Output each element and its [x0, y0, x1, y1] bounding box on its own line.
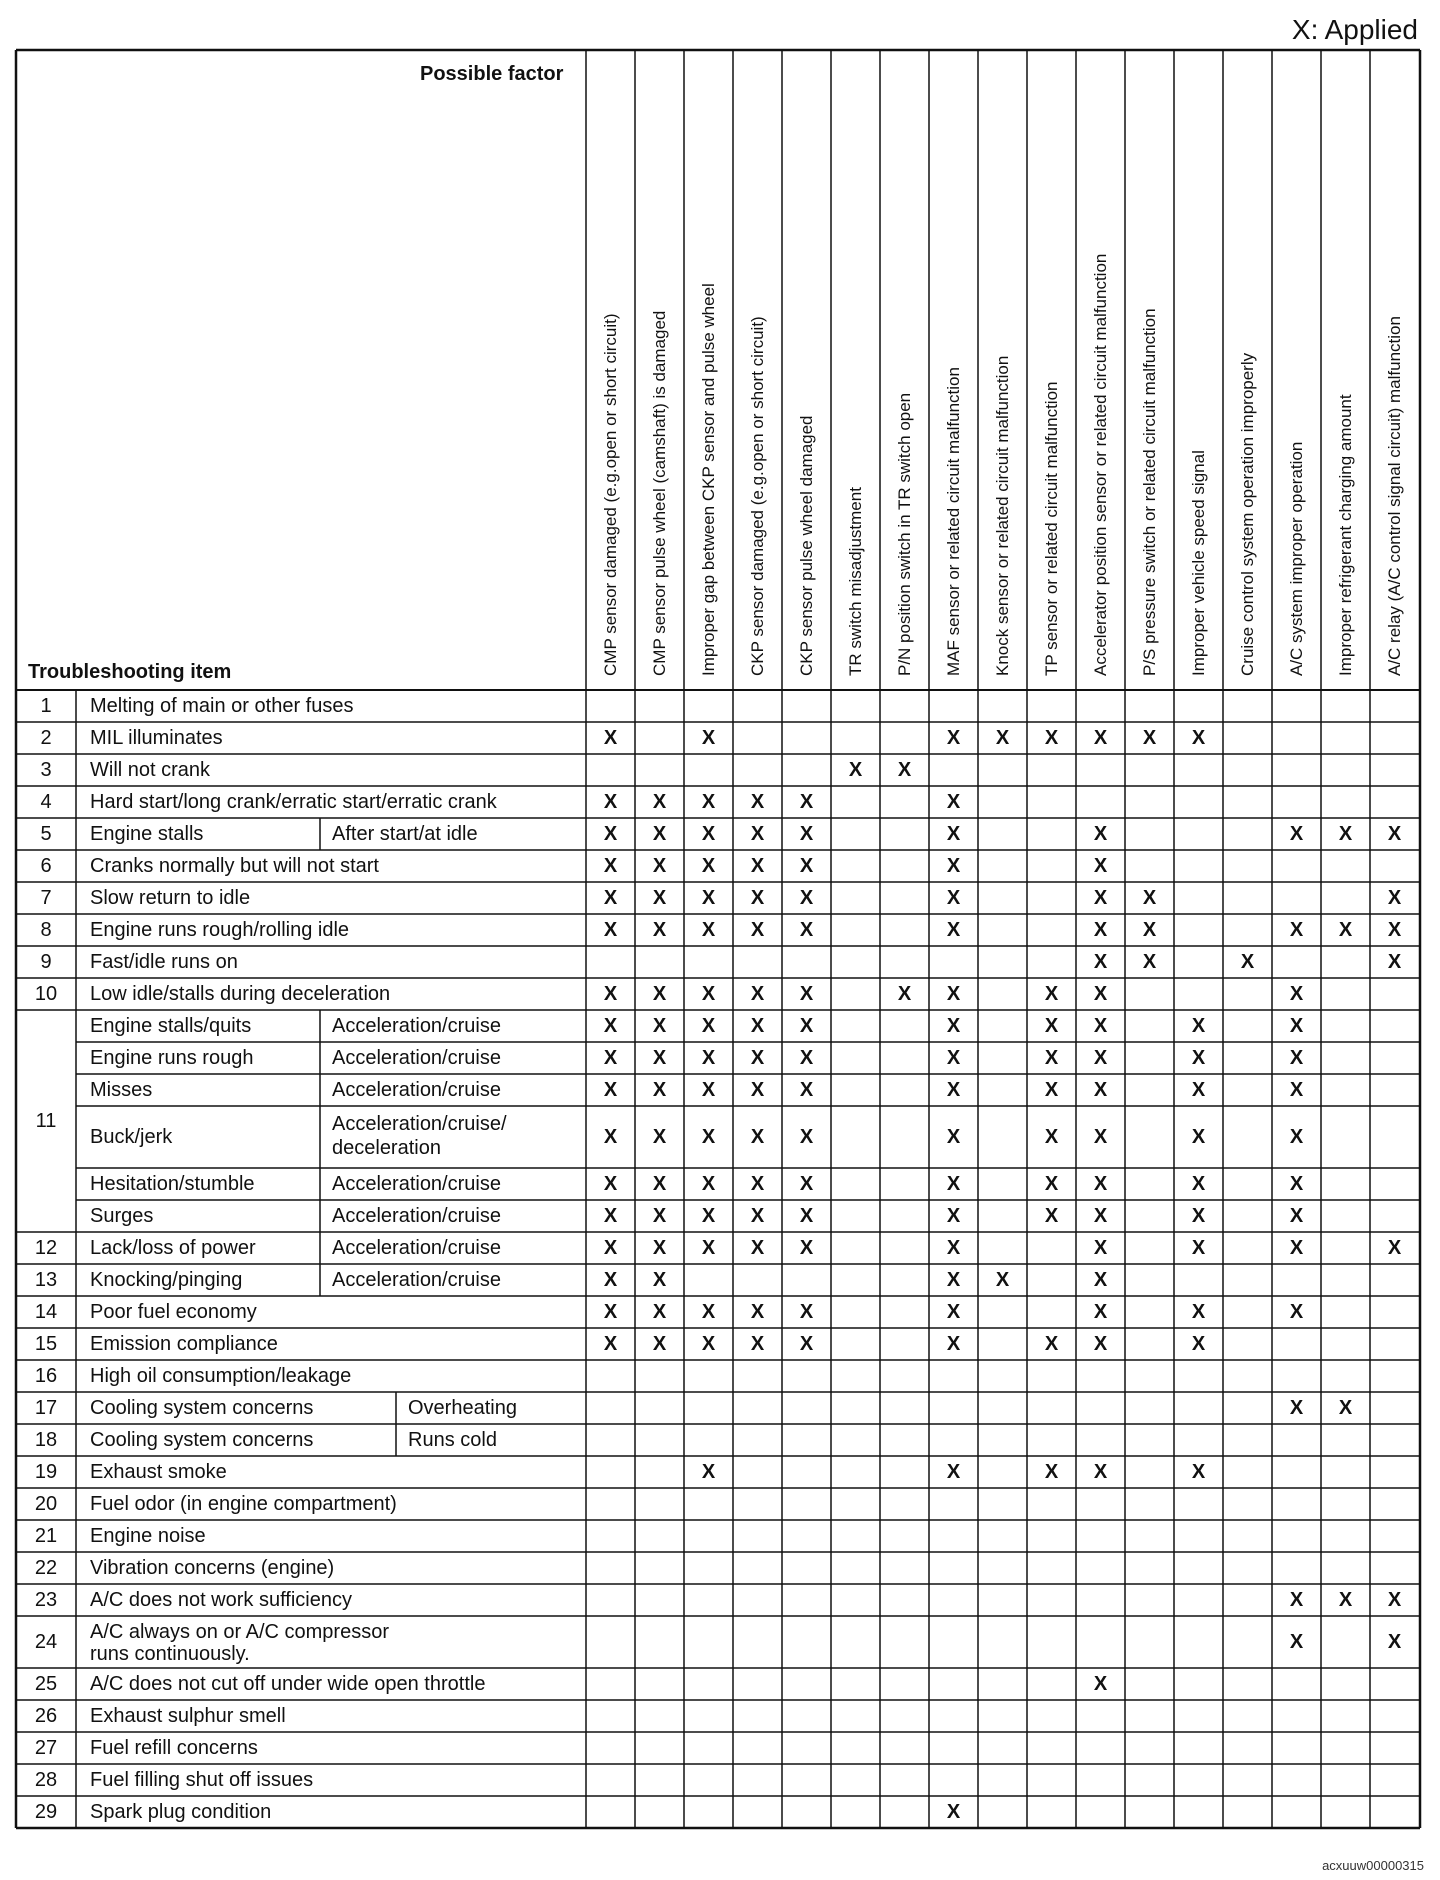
applied-mark: X: [1093, 1079, 1108, 1101]
applied-mark: X: [1289, 919, 1304, 941]
applied-mark: X: [946, 727, 961, 749]
applied-mark: X: [1387, 951, 1402, 973]
applied-mark: X: [701, 983, 716, 1005]
applied-mark: X: [799, 1333, 814, 1355]
applied-mark: X: [1289, 1015, 1304, 1037]
applied-mark: X: [1289, 1205, 1304, 1227]
applied-mark: X: [701, 823, 716, 845]
applied-mark: X: [946, 1801, 961, 1823]
row-number: 13: [34, 1269, 58, 1291]
applied-mark: X: [1142, 727, 1157, 749]
applied-mark: X: [995, 1269, 1010, 1291]
row-condition: Acceleration/cruise: [332, 1205, 501, 1227]
applied-mark: X: [750, 1079, 765, 1101]
row-item: Engine stalls: [90, 823, 204, 845]
row-item: Fuel odor (in engine compartment): [90, 1493, 397, 1515]
applied-mark: X: [750, 1333, 765, 1355]
applied-mark: X: [1289, 1237, 1304, 1259]
applied-mark: X: [652, 855, 667, 877]
applied-mark: X: [946, 1047, 961, 1069]
factor-header: MAF sensor or related circuit malfunction: [944, 367, 963, 676]
applied-mark: X: [1093, 855, 1108, 877]
row-number: 16: [34, 1365, 58, 1387]
applied-mark: X: [652, 1126, 667, 1148]
row-item: MIL illuminates: [90, 727, 223, 749]
applied-mark: X: [750, 1047, 765, 1069]
row-number: 19: [34, 1461, 58, 1483]
applied-mark: X: [701, 791, 716, 813]
applied-mark: X: [603, 727, 618, 749]
applied-mark: X: [603, 1126, 618, 1148]
applied-mark: X: [701, 1237, 716, 1259]
applied-mark: X: [799, 823, 814, 845]
applied-mark: X: [799, 1015, 814, 1037]
applied-mark: X: [652, 1047, 667, 1069]
applied-mark: X: [946, 1461, 961, 1483]
applied-mark: X: [1387, 1589, 1402, 1611]
row-number: 1: [40, 695, 52, 717]
applied-mark: X: [848, 759, 863, 781]
applied-mark: X: [1387, 919, 1402, 941]
row-item: Slow return to idle: [90, 887, 251, 909]
row-number: 17: [34, 1397, 58, 1419]
applied-mark: X: [1044, 1205, 1059, 1227]
applied-mark: X: [1338, 1589, 1353, 1611]
applied-mark: X: [750, 855, 765, 877]
applied-mark: X: [799, 1237, 814, 1259]
factor-header: P/S pressure switch or related circuit malfunction: [1140, 308, 1159, 676]
row-item: Fast/idle runs on: [90, 951, 238, 973]
document-id: acxuuw00000315: [1322, 1858, 1424, 1873]
applied-mark: X: [1191, 1126, 1206, 1148]
applied-mark: X: [1289, 1397, 1304, 1419]
applied-mark: X: [1142, 887, 1157, 909]
applied-mark: X: [603, 1301, 618, 1323]
legend: X: Applied: [1291, 14, 1418, 45]
row-number: 20: [34, 1493, 58, 1515]
applied-mark: X: [603, 791, 618, 813]
applied-mark: X: [1191, 1301, 1206, 1323]
applied-mark: X: [701, 1461, 716, 1483]
applied-mark: X: [946, 1015, 961, 1037]
applied-mark: X: [603, 983, 618, 1005]
applied-mark: X: [652, 887, 667, 909]
row-condition: Acceleration/cruise: [332, 1237, 501, 1259]
applied-mark: X: [1044, 983, 1059, 1005]
applied-mark: X: [750, 1237, 765, 1259]
applied-mark: X: [750, 1173, 765, 1195]
row-number: 11: [35, 1110, 57, 1132]
factor-header: Cruise control system operation improperly: [1238, 352, 1257, 676]
applied-mark: X: [1093, 1301, 1108, 1323]
applied-mark: X: [1191, 1173, 1206, 1195]
applied-mark: X: [701, 855, 716, 877]
row-condition: Acceleration/cruise: [332, 1047, 501, 1069]
row-item: Exhaust smoke: [90, 1461, 227, 1483]
row-condition: Acceleration/cruise/: [332, 1113, 507, 1135]
applied-mark: X: [995, 727, 1010, 749]
applied-mark: X: [946, 823, 961, 845]
applied-mark: X: [799, 1301, 814, 1323]
row-number: 5: [40, 823, 52, 845]
applied-mark: X: [701, 1126, 716, 1148]
applied-mark: X: [603, 855, 618, 877]
applied-mark: X: [750, 791, 765, 813]
row-number: 14: [34, 1301, 58, 1323]
applied-mark: X: [701, 919, 716, 941]
applied-mark: X: [799, 983, 814, 1005]
applied-mark: X: [946, 1126, 961, 1148]
applied-mark: X: [603, 1015, 618, 1037]
row-number: 9: [40, 951, 52, 973]
applied-mark: X: [1044, 727, 1059, 749]
applied-mark: X: [652, 983, 667, 1005]
applied-mark: X: [946, 791, 961, 813]
applied-mark: X: [750, 1126, 765, 1148]
applied-mark: X: [701, 1205, 716, 1227]
row-item: Emission compliance: [90, 1333, 278, 1355]
row-condition: Acceleration/cruise: [332, 1173, 501, 1195]
applied-mark: X: [652, 1079, 667, 1101]
applied-mark: X: [1289, 1173, 1304, 1195]
applied-mark: X: [1289, 1047, 1304, 1069]
applied-mark: X: [603, 1079, 618, 1101]
applied-mark: X: [799, 1126, 814, 1148]
possible-factor-label: Possible factor: [420, 63, 564, 85]
row-number: 15: [34, 1333, 58, 1355]
applied-mark: X: [1289, 983, 1304, 1005]
applied-mark: X: [701, 1301, 716, 1323]
applied-mark: X: [652, 823, 667, 845]
applied-mark: X: [701, 1333, 716, 1355]
applied-mark: X: [1093, 1673, 1108, 1695]
applied-mark: X: [1289, 1589, 1304, 1611]
applied-mark: X: [652, 791, 667, 813]
applied-mark: X: [1191, 1461, 1206, 1483]
applied-mark: X: [946, 1269, 961, 1291]
row-item: Misses: [90, 1079, 153, 1101]
applied-mark: X: [946, 1205, 961, 1227]
row-item: Melting of main or other fuses: [90, 695, 354, 717]
row-item: Buck/jerk: [90, 1126, 173, 1148]
applied-mark: X: [1044, 1126, 1059, 1148]
applied-mark: X: [701, 1015, 716, 1037]
applied-mark: X: [1387, 1631, 1402, 1653]
applied-mark: X: [1093, 1205, 1108, 1227]
row-item: A/C does not cut off under wide open throttle: [90, 1673, 486, 1695]
applied-mark: X: [1093, 1015, 1108, 1037]
applied-mark: X: [946, 1237, 961, 1259]
row-number: 27: [34, 1737, 58, 1759]
applied-mark: X: [1093, 1333, 1108, 1355]
factor-header: TR switch misadjustment: [846, 487, 865, 676]
applied-mark: X: [1289, 1631, 1304, 1653]
applied-mark: X: [603, 887, 618, 909]
row-item: Knocking/pinging: [90, 1269, 243, 1291]
row-item: Hard start/long crank/erratic start/erratic crank: [90, 791, 497, 813]
row-item: Engine runs rough: [90, 1047, 254, 1069]
row-number: 25: [34, 1673, 58, 1695]
applied-mark: X: [1093, 727, 1108, 749]
applied-mark: X: [946, 855, 961, 877]
row-item: Hesitation/stumble: [90, 1173, 255, 1195]
row-item: Exhaust sulphur smell: [90, 1705, 286, 1727]
applied-mark: X: [1093, 1126, 1108, 1148]
applied-mark: X: [701, 1173, 716, 1195]
row-number: 18: [34, 1429, 58, 1451]
applied-mark: X: [1387, 823, 1402, 845]
row-item: Cooling system concerns: [90, 1397, 314, 1419]
applied-mark: X: [701, 887, 716, 909]
applied-mark: X: [603, 1237, 618, 1259]
factor-header: Improper refrigerant charging amount: [1336, 394, 1355, 676]
row-number: 23: [34, 1589, 58, 1611]
row-item: Fuel filling shut off issues: [90, 1769, 314, 1791]
applied-mark: X: [1289, 1301, 1304, 1323]
row-number: 21: [34, 1525, 58, 1547]
row-number: 22: [34, 1557, 58, 1579]
applied-mark: X: [1191, 727, 1206, 749]
applied-mark: X: [1338, 1397, 1353, 1419]
applied-mark: X: [1289, 823, 1304, 845]
row-number: 12: [34, 1237, 58, 1259]
applied-mark: X: [1044, 1173, 1059, 1195]
row-item: Low idle/stalls during deceleration: [90, 983, 391, 1005]
applied-mark: X: [946, 983, 961, 1005]
row-item: Surges: [90, 1205, 154, 1227]
applied-mark: X: [750, 983, 765, 1005]
applied-mark: X: [1093, 1173, 1108, 1195]
applied-mark: X: [1093, 919, 1108, 941]
row-item: Lack/loss of power: [90, 1237, 256, 1259]
applied-mark: X: [1191, 1333, 1206, 1355]
factor-header: CMP sensor damaged (e.g.open or short circuit): [601, 313, 620, 676]
applied-mark: X: [603, 1205, 618, 1227]
row-item: Vibration concerns (engine): [90, 1557, 335, 1579]
row-item: A/C always on or A/C compressor: [90, 1621, 389, 1643]
row-condition: Runs cold: [408, 1429, 497, 1451]
row-condition: Overheating: [408, 1397, 517, 1419]
row-condition: After start/at idle: [332, 823, 478, 845]
applied-mark: X: [750, 823, 765, 845]
row-number: 4: [40, 791, 52, 813]
applied-mark: X: [1289, 1079, 1304, 1101]
applied-mark: X: [750, 1301, 765, 1323]
applied-mark: X: [1093, 983, 1108, 1005]
applied-mark: X: [946, 919, 961, 941]
row-number: 10: [34, 983, 58, 1005]
applied-mark: X: [1044, 1015, 1059, 1037]
applied-mark: X: [1387, 887, 1402, 909]
applied-mark: X: [652, 1333, 667, 1355]
factor-header: CMP sensor pulse wheel (camshaft) is damaged: [650, 310, 669, 676]
applied-mark: X: [652, 1173, 667, 1195]
applied-mark: X: [652, 1301, 667, 1323]
applied-mark: X: [603, 1173, 618, 1195]
row-item: Cooling system concerns: [90, 1429, 314, 1451]
applied-mark: X: [750, 1015, 765, 1037]
applied-mark: X: [1093, 1047, 1108, 1069]
applied-mark: X: [897, 983, 912, 1005]
applied-mark: X: [603, 919, 618, 941]
factor-header: TP sensor or related circuit malfunction: [1042, 381, 1061, 676]
applied-mark: X: [799, 1079, 814, 1101]
applied-mark: X: [603, 1333, 618, 1355]
row-number: 26: [34, 1705, 58, 1727]
row-item: Spark plug condition: [90, 1801, 272, 1823]
applied-mark: X: [652, 919, 667, 941]
applied-mark: X: [946, 887, 961, 909]
applied-mark: X: [1338, 919, 1353, 941]
row-item: Engine stalls/quits: [90, 1015, 252, 1037]
applied-mark: X: [1044, 1047, 1059, 1069]
row-item: Engine runs rough/rolling idle: [90, 919, 350, 941]
row-number: 8: [40, 919, 52, 941]
factor-header: Improper gap between CKP sensor and pulse wheel: [699, 283, 718, 676]
factor-header: A/C system improper operation: [1287, 441, 1306, 676]
applied-mark: X: [1093, 823, 1108, 845]
applied-mark: X: [1093, 887, 1108, 909]
applied-mark: X: [603, 1269, 618, 1291]
row-item: Cranks normally but will not start: [90, 855, 379, 877]
applied-mark: X: [603, 1047, 618, 1069]
applied-mark: X: [946, 1173, 961, 1195]
applied-mark: X: [1044, 1079, 1059, 1101]
applied-mark: X: [1093, 951, 1108, 973]
row-item: runs continuously.: [90, 1643, 250, 1665]
factor-header: CKP sensor damaged (e.g.open or short circuit): [748, 316, 767, 676]
applied-mark: X: [1093, 1461, 1108, 1483]
applied-mark: X: [799, 855, 814, 877]
applied-mark: X: [1387, 1237, 1402, 1259]
applied-mark: X: [799, 919, 814, 941]
applied-mark: X: [1240, 951, 1255, 973]
applied-mark: X: [799, 1173, 814, 1195]
row-condition: deceleration: [332, 1137, 441, 1159]
applied-mark: X: [1142, 951, 1157, 973]
applied-mark: X: [750, 919, 765, 941]
applied-mark: X: [603, 823, 618, 845]
applied-mark: X: [652, 1237, 667, 1259]
applied-mark: X: [799, 1205, 814, 1227]
applied-mark: X: [701, 1047, 716, 1069]
applied-mark: X: [799, 887, 814, 909]
factor-header: Knock sensor or related circuit malfunction: [993, 355, 1012, 676]
applied-mark: X: [652, 1205, 667, 1227]
applied-mark: X: [1093, 1269, 1108, 1291]
row-condition: Acceleration/cruise: [332, 1269, 501, 1291]
row-condition: Acceleration/cruise: [332, 1015, 501, 1037]
row-number: 29: [34, 1801, 58, 1823]
applied-mark: X: [701, 727, 716, 749]
factor-header: Accelerator position sensor or related circuit malfunction: [1091, 253, 1110, 676]
row-number: 6: [40, 855, 52, 877]
row-item: Fuel refill concerns: [90, 1737, 258, 1759]
applied-mark: X: [1142, 919, 1157, 941]
applied-mark: X: [946, 1079, 961, 1101]
applied-mark: X: [652, 1015, 667, 1037]
applied-mark: X: [799, 1047, 814, 1069]
row-number: 24: [34, 1631, 58, 1653]
applied-mark: X: [897, 759, 912, 781]
applied-mark: X: [1289, 1126, 1304, 1148]
row-item: High oil consumption/leakage: [90, 1365, 352, 1387]
applied-mark: X: [1093, 1237, 1108, 1259]
applied-mark: X: [1191, 1205, 1206, 1227]
applied-mark: X: [652, 1269, 667, 1291]
applied-mark: X: [799, 791, 814, 813]
row-item: Will not crank: [90, 759, 211, 781]
row-number: 3: [40, 759, 52, 781]
row-number: 28: [34, 1769, 58, 1791]
applied-mark: X: [750, 1205, 765, 1227]
applied-mark: X: [1044, 1461, 1059, 1483]
applied-mark: X: [1191, 1015, 1206, 1037]
troubleshooting-item-label: Troubleshooting item: [28, 661, 232, 683]
row-number: 7: [40, 887, 52, 909]
applied-mark: X: [946, 1301, 961, 1323]
factor-header: CKP sensor pulse wheel damaged: [797, 415, 816, 676]
applied-mark: X: [1044, 1333, 1059, 1355]
applied-mark: X: [701, 1079, 716, 1101]
applied-mark: X: [1191, 1237, 1206, 1259]
row-item: Poor fuel economy: [90, 1301, 257, 1323]
row-item: A/C does not work sufficiency: [90, 1589, 352, 1611]
applied-mark: X: [750, 887, 765, 909]
row-condition: Acceleration/cruise: [332, 1079, 501, 1101]
applied-mark: X: [1191, 1047, 1206, 1069]
applied-mark: X: [946, 1333, 961, 1355]
applied-mark: X: [1338, 823, 1353, 845]
factor-header: Improper vehicle speed signal: [1189, 450, 1208, 676]
row-item: Engine noise: [90, 1525, 206, 1547]
row-number: 2: [40, 727, 52, 749]
applied-mark: X: [1191, 1079, 1206, 1101]
factor-header: A/C relay (A/C control signal circuit) malfunction: [1385, 316, 1404, 676]
factor-header: P/N position switch in TR switch open: [895, 392, 914, 676]
